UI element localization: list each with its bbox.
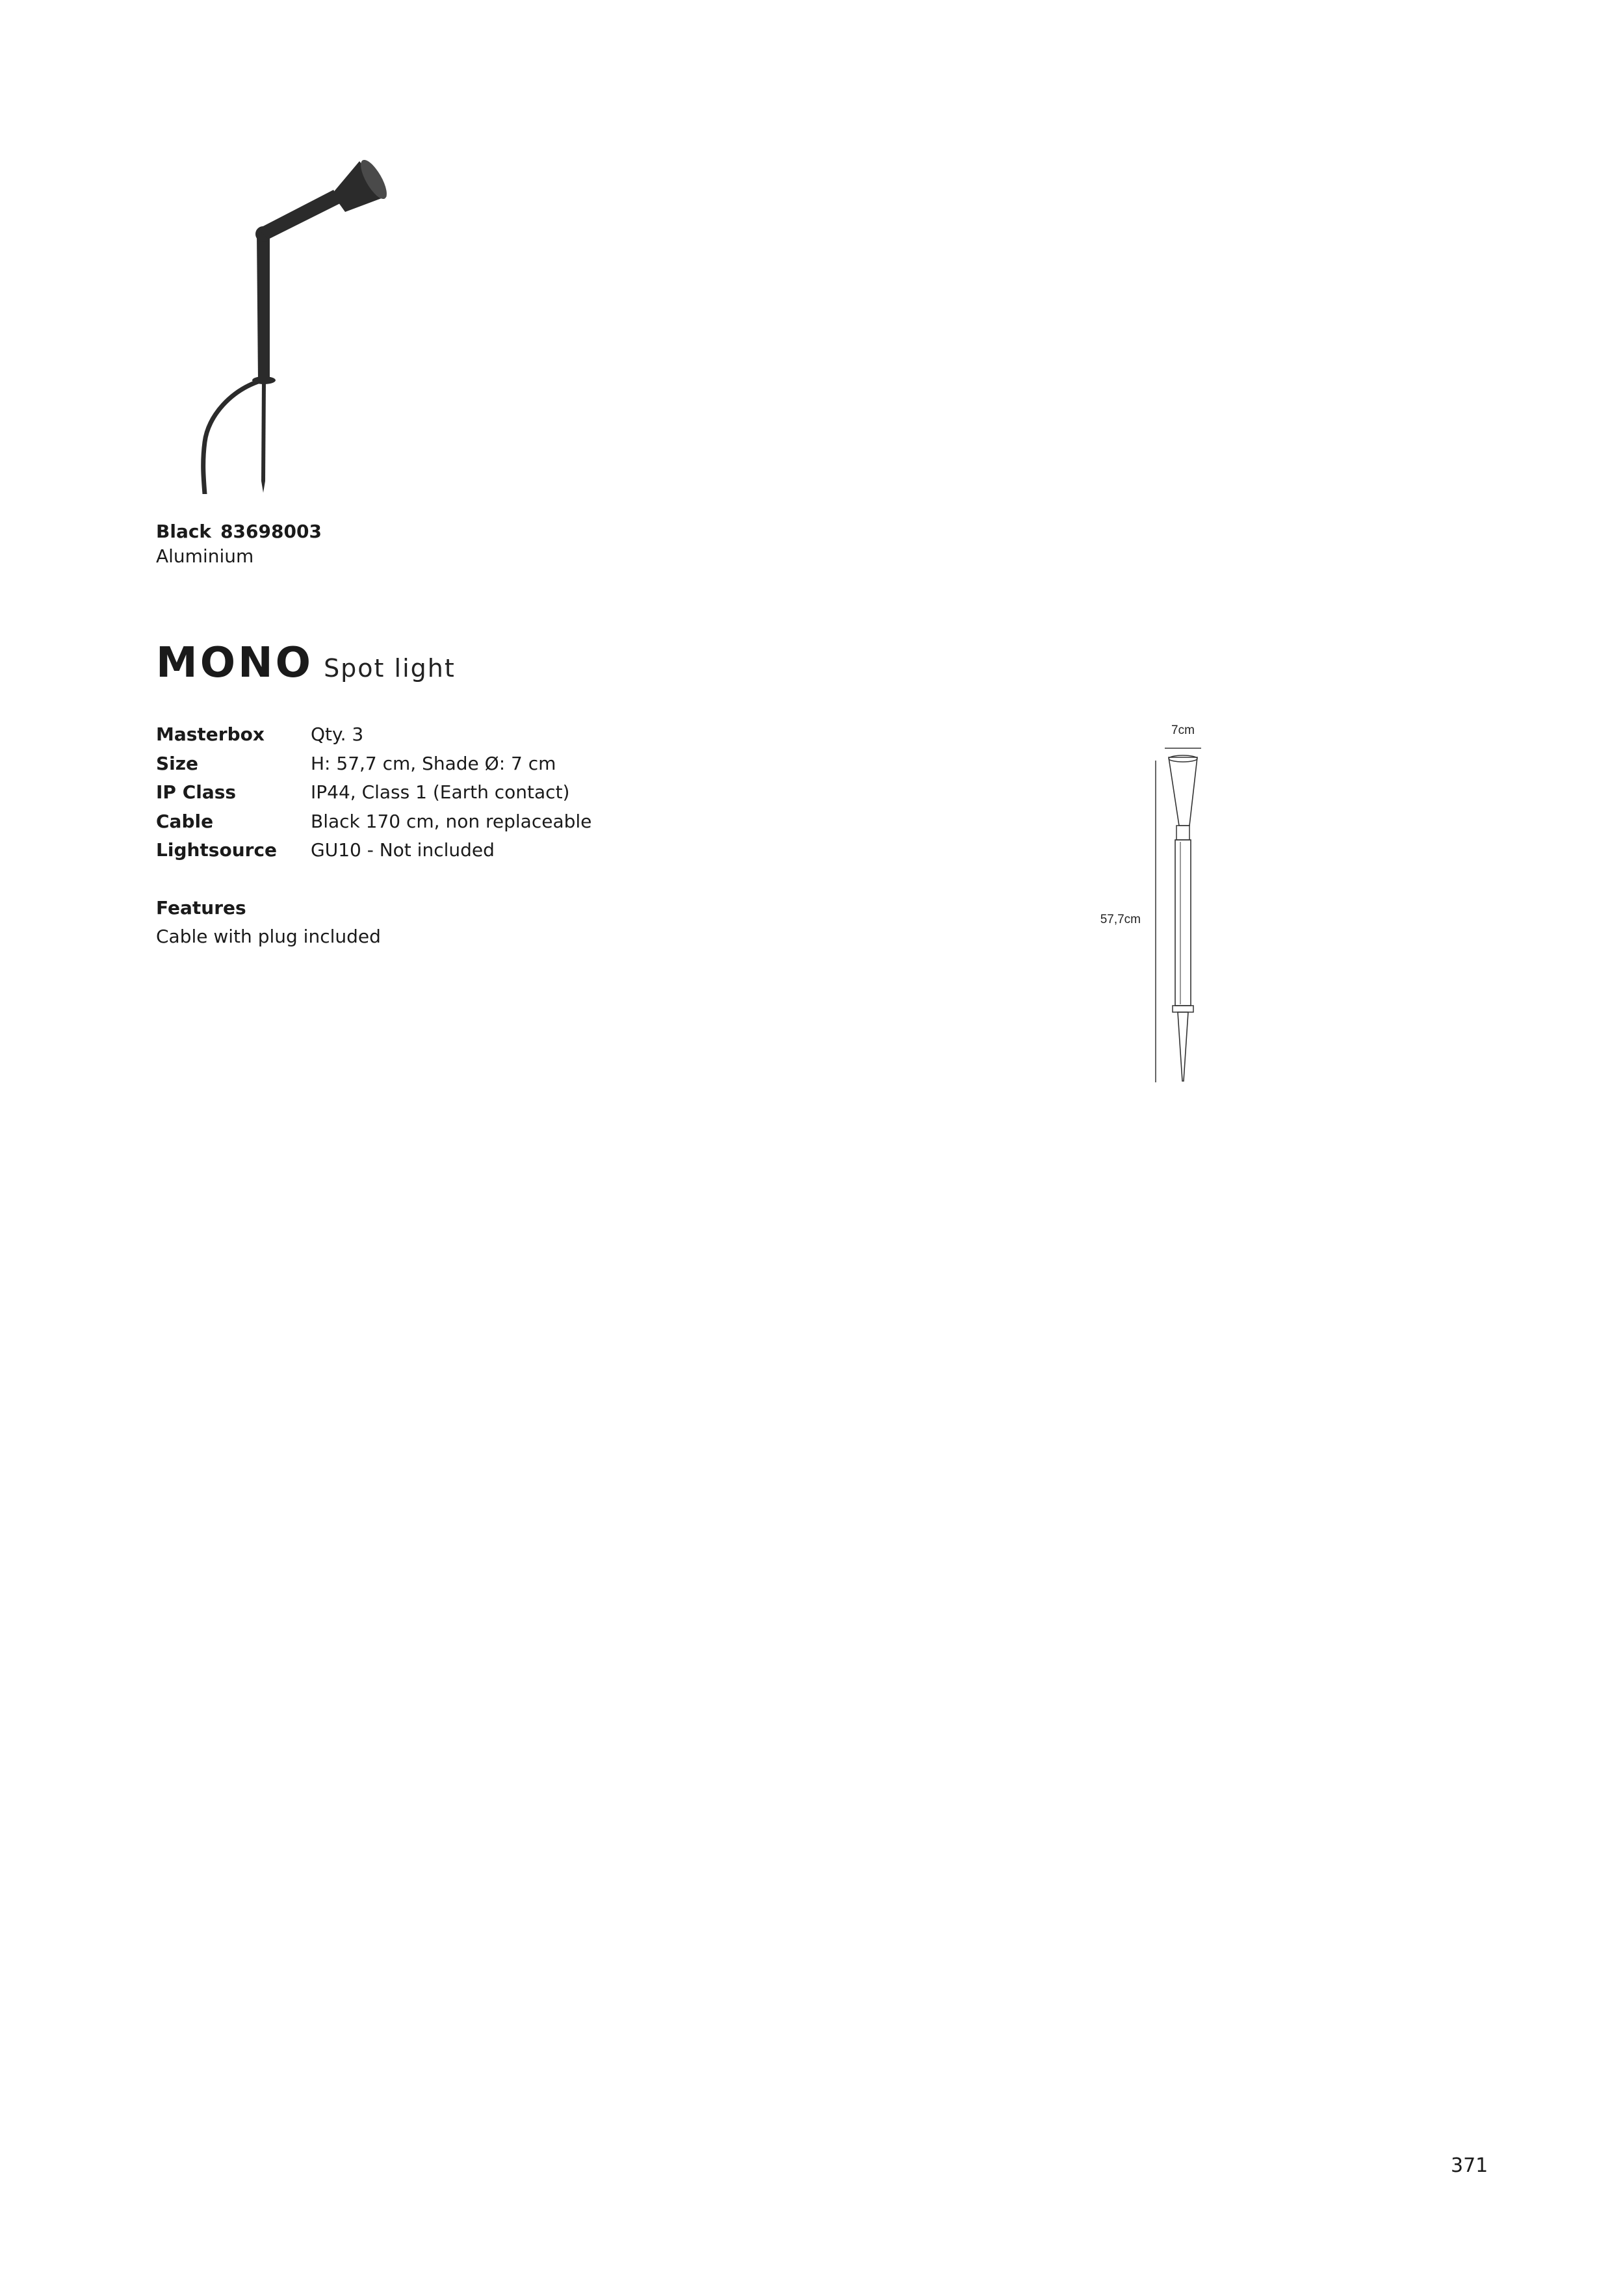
variant-code: 83698003 (220, 521, 322, 542)
spec-row-ip-class (156, 778, 591, 807)
spec-row-lightsource (156, 836, 591, 865)
features-heading: Features (156, 897, 246, 919)
height-label: 57,7cm (1100, 913, 1141, 926)
spec-label: Cable (156, 810, 214, 832)
page-number: 371 (1451, 2154, 1488, 2177)
spec-label: Masterbox (156, 724, 265, 745)
spec-value: IP44, Class 1 (Earth contact) (311, 781, 570, 803)
product-title (156, 637, 456, 699)
spec-row-masterbox (156, 720, 591, 750)
spec-value: Black 170 cm, non replaceable (311, 810, 592, 832)
spec-value: Qty. 3 (311, 724, 364, 745)
product-name: MONO (156, 639, 314, 687)
features-item: Cable with plug included (156, 926, 381, 947)
spec-table (156, 720, 591, 865)
product-photo (153, 156, 439, 494)
variant-material: Aluminium (156, 545, 254, 567)
dimension-drawing (1092, 718, 1222, 1082)
width-label: 7cm (1171, 724, 1195, 737)
product-type: Spot light (324, 654, 456, 683)
variant-color: Black (156, 521, 212, 542)
spec-row-size (156, 750, 591, 779)
spec-value: GU10 - Not included (311, 839, 495, 861)
spec-label: Size (156, 752, 199, 774)
spec-row-cable (156, 807, 591, 837)
spec-label: IP Class (156, 781, 237, 803)
spec-value: H: 57,7 cm, Shade Ø: 7 cm (311, 752, 556, 774)
spec-label: Lightsource (156, 839, 278, 861)
variant-line (156, 520, 322, 543)
